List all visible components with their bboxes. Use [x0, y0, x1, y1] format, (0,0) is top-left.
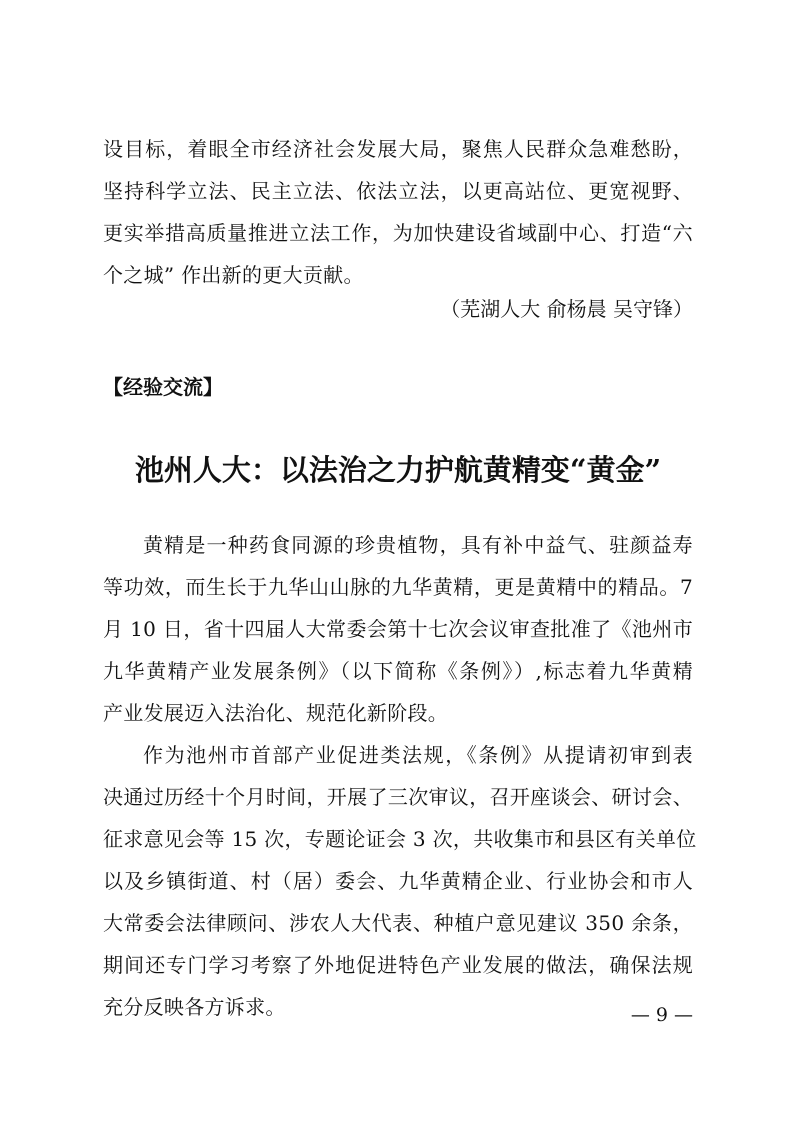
- section-tag: 【经验交流】: [103, 375, 223, 399]
- paragraph-line: 征求意见会等 15 次，专题论证会 3 次，共收集市和县区有关单位: [103, 827, 697, 851]
- paragraph-line: 黄精是一种药食同源的珍贵植物，具有补中益气、驻颜益寿: [143, 533, 693, 557]
- paragraph-line: 设目标，着眼全市经济社会发展大局，聚焦人民群众急难愁盼，: [103, 137, 693, 161]
- paragraph-line: 产业发展迈入法治化、规范化新阶段。: [103, 701, 449, 725]
- paragraph-line: 作为池州市首部产业促进类法规，《条例》从提请初审到表: [143, 743, 693, 767]
- paragraph-line: 期间还专门学习考察了外地促进特色产业发展的做法，确保法规: [103, 953, 693, 977]
- paragraph-line: 等功效，而生长于九华山山脉的九华黄精，更是黄精中的精品。7: [103, 575, 693, 599]
- author-attribution: （芜湖人大 俞杨晨 吴守锋）: [440, 297, 693, 321]
- page-number: — 9 —: [630, 1004, 693, 1026]
- paragraph-line: 更实举措高质量推进立法工作，为加快建设省域副中心、打造“六: [103, 221, 693, 245]
- paragraph-line: 九华黄精产业发展条例》（以下简称《条例》）,标志着九华黄精: [103, 659, 693, 683]
- article-title: 池州人大：以法治之力护航黄精变“黄金”: [134, 453, 662, 487]
- paragraph-line: 决通过历经十个月时间，开展了三次审议，召开座谈会、研讨会、: [103, 785, 693, 809]
- paragraph-line: 个之城” 作出新的更大贡献。: [103, 263, 364, 287]
- paragraph-line: 大常委会法律顾问、涉农人大代表、种植户意见建议 350 余条，: [103, 911, 693, 935]
- paragraph-line: 以及乡镇街道、村（居）委会、九华黄精企业、行业协会和市人: [103, 869, 693, 893]
- paragraph-line: 充分反映各方诉求。: [103, 995, 286, 1019]
- paragraph-line: 月 10 日，省十四届人大常委会第十七次会议审查批准了《池州市: [103, 617, 693, 641]
- paragraph-line: 坚持科学立法、民主立法、依法立法，以更高站位、更宽视野、: [103, 179, 693, 203]
